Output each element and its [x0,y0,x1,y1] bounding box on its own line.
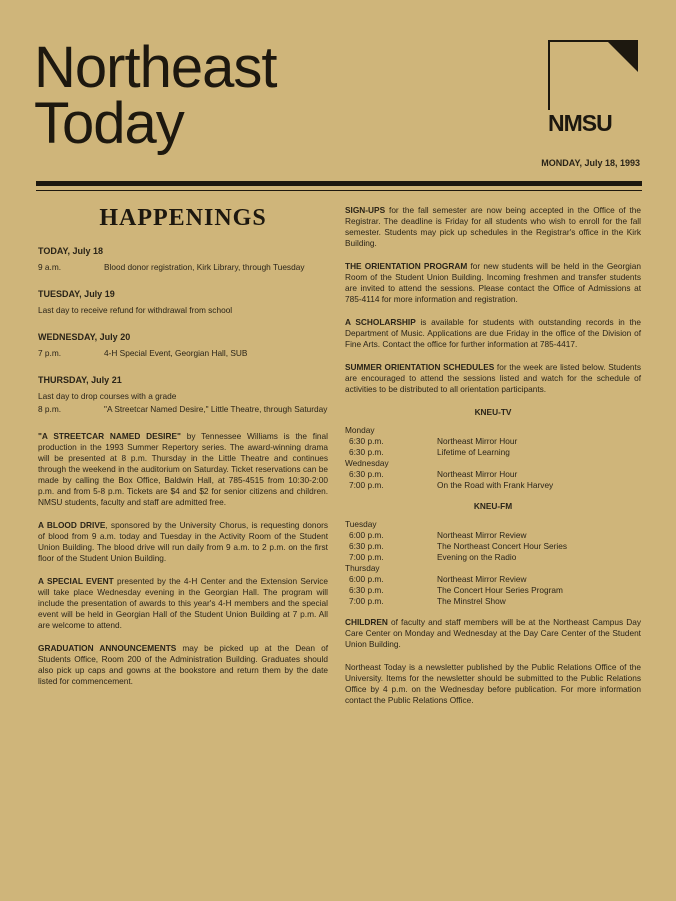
fm-time: 6:00 p.m. [349,530,384,540]
tv-day-label: Wednesday [345,458,389,468]
tv-row [345,447,641,458]
fm-row [345,541,641,552]
tv-program: Northeast Mirror Hour [437,436,518,446]
article-paragraph [345,617,641,650]
article-lead: CHILDREN [345,617,388,627]
fm-row [345,574,641,585]
article-text: , sponsored by the University Chorus, is requesting donors of blood from 9 a.m. today and Tuesday in the Activity Room of the Student Union Building. The blood drive will run daily from 9 a.m. to 2 p.m. on the first floor of the Student Union Building. [38,520,329,563]
publication-note [345,662,641,706]
fm-time: 7:00 p.m. [349,596,384,606]
schedule-time: 8 p.m. [38,404,62,414]
header-rule-thick [36,181,642,186]
article-text: is available for students with outstanding records in the Department of Music. Applications are due Friday in the office of the Division of Fine Arts. Contact the office for further information at 785-4417. [345,317,641,349]
issue-date: MONDAY, July 18, 1993 [541,158,640,168]
schedule-row [38,348,328,359]
article-lead: A SCHOLARSHIP [345,317,416,327]
article-text: may be picked up at the Dean of Students Office, Room 200 of the Administration Building. Graduates should also pick up caps and gowns at the bookstore and return them by the date listed for commencement. [38,643,328,686]
day-label: TUESDAY, July 19 [38,289,115,299]
day-note: Last day to receive refund for withdrawal from school [38,305,233,315]
fm-program: Evening on the Radio [437,552,517,562]
publication-note-text: Northeast Today is a newsletter published by the Public Relations Office of the University. Items for the newsletter should be submitted to the Public Relations Office by 4 p.m. on the Wednesday before publication. For more information contact the Public Relations Office. [345,662,641,705]
article-lead: "A STREETCAR NAMED DESIRE" [38,431,181,441]
article-lead: A BLOOD DRIVE [38,520,106,530]
article-lead: SIGN-UPS [345,205,386,215]
logo-triangle-icon [608,42,638,72]
happenings-heading: HAPPENINGS [99,205,267,231]
fm-program: Northeast Mirror Review [437,574,527,584]
fm-row [345,585,641,596]
schedule-time: 7 p.m. [38,348,62,358]
fm-schedule-title: KNEU-FM [473,501,513,511]
schedule-time: 9 a.m. [38,262,62,272]
tv-row [345,436,641,447]
left-column [38,205,328,699]
tv-schedule-title: KNEU-TV [474,407,512,417]
nmsu-logo [548,40,638,140]
tv-time: 6:30 p.m. [349,436,384,446]
day-label: TODAY, July 18 [38,246,104,256]
tv-time: 6:30 p.m. [349,469,384,479]
right-column [345,205,641,718]
fm-time: 6:00 p.m. [349,574,384,584]
fm-time: 6:30 p.m. [349,585,384,595]
article-paragraph [345,362,641,395]
fm-row [345,530,641,541]
article-paragraph [345,261,641,305]
fm-time: 6:30 p.m. [349,541,384,551]
article-paragraph [38,520,328,564]
day-block [38,289,328,316]
tv-day-group [345,425,641,491]
article-paragraph [38,643,328,687]
article-lead: A SPECIAL EVENT [38,576,114,586]
day-label: THURSDAY, July 21 [38,375,122,385]
header-rule-thin [36,190,642,191]
schedule-row [38,262,328,273]
article-text: for the week are listed below. Students are encouraged to attend the sessions listed and watch for the schedule of activities to be distributed to all orientation participants. [345,362,642,394]
article-text: presented by the 4-H Center and the Extension Service will take place Wednesday evening in the Georgian Hall. The program will include the presentation of awards to this year's 4-H members and the special event will be held in Georgian Hall of the Student Union Building at 7 p.m. All are welcome to attend. [38,576,329,630]
day-label: WEDNESDAY, July 20 [38,332,131,342]
fm-program: The Northeast Concert Hour Series [437,541,568,551]
article-text: by Tennessee Williams is the final production in the 1993 Summer Repertory series. The award-winning drama will be presented at 8 p.m. Thursday in the Little Theatre and continues through the weekend in the auditorium on Saturday. Ticket reservations can be made by calling the Box Office, Baldwin Hall, at 785-4515 from 10:30-2:00 p.m. and from 5-8 p.m. Tickets are $4 and $2 for senior citizens and children. NMSU students, faculty and staff are admitted free. [38,431,328,507]
day-block [38,332,328,359]
article-paragraph [345,317,641,350]
article-text: of faculty and staff members will be at the Northeast Campus Day Care Center on Monday and Wednesday at the Day Care Center of the Student Union Building. [345,617,641,649]
article-paragraph [345,205,641,249]
fm-program: Northeast Mirror Review [437,530,527,540]
tv-row [345,469,641,480]
article-text: for the fall semester are now being accepted in the Office of the Registrar. The deadline is Friday for all students who wish to enroll for the fall semester. Students may pick up schedules in the Registrar's office in the Kirk Building. [345,205,641,248]
day-note: Last day to drop courses with a grade [38,391,177,401]
tv-time: 7:00 p.m. [349,480,384,490]
article-lead: SUMMER ORIENTATION SCHEDULES [345,362,495,372]
fm-program: The Minstrel Show [437,596,506,606]
fm-day-label: Tuesday [345,519,377,529]
logo-text: NMSU [548,110,612,136]
tv-program: Lifetime of Learning [437,447,510,457]
schedule-row [38,404,328,415]
fm-time: 7:00 p.m. [349,552,384,562]
article-paragraph [38,576,328,631]
masthead-line-2: Today [34,91,184,156]
article-text: for new students will be held in the Georgian Room of the Student Union Building. Incoming freshmen and transfer students are invited to attend the sessions. Please contact the Office of Admissions at 785-4114 for more information and registration. [345,261,641,304]
fm-program: The Concert Hour Series Program [437,585,563,595]
schedule-desc: Blood donor registration, Kirk Library, through Tuesday [104,262,305,272]
day-block [38,375,328,415]
fm-day-group [345,519,641,607]
masthead-title [34,35,277,156]
masthead-line-1: Northeast [34,35,277,100]
article-lead: GRADUATION ANNOUNCEMENTS [38,643,177,653]
fm-day-label: Thursday [345,563,380,573]
article-lead: THE ORIENTATION PROGRAM [345,261,468,271]
tv-program: On the Road with Frank Harvey [437,480,554,490]
day-block [38,246,328,273]
tv-time: 6:30 p.m. [349,447,384,457]
schedule-desc: "A Streetcar Named Desire," Little Theatre, through Saturday [104,404,328,414]
tv-program: Northeast Mirror Hour [437,469,518,479]
tv-day-label: Monday [345,425,375,435]
fm-row [345,552,641,563]
tv-row [345,480,641,491]
schedule-desc: 4-H Special Event, Georgian Hall, SUB [104,348,248,358]
article-paragraph [38,431,328,508]
fm-row [345,596,641,607]
